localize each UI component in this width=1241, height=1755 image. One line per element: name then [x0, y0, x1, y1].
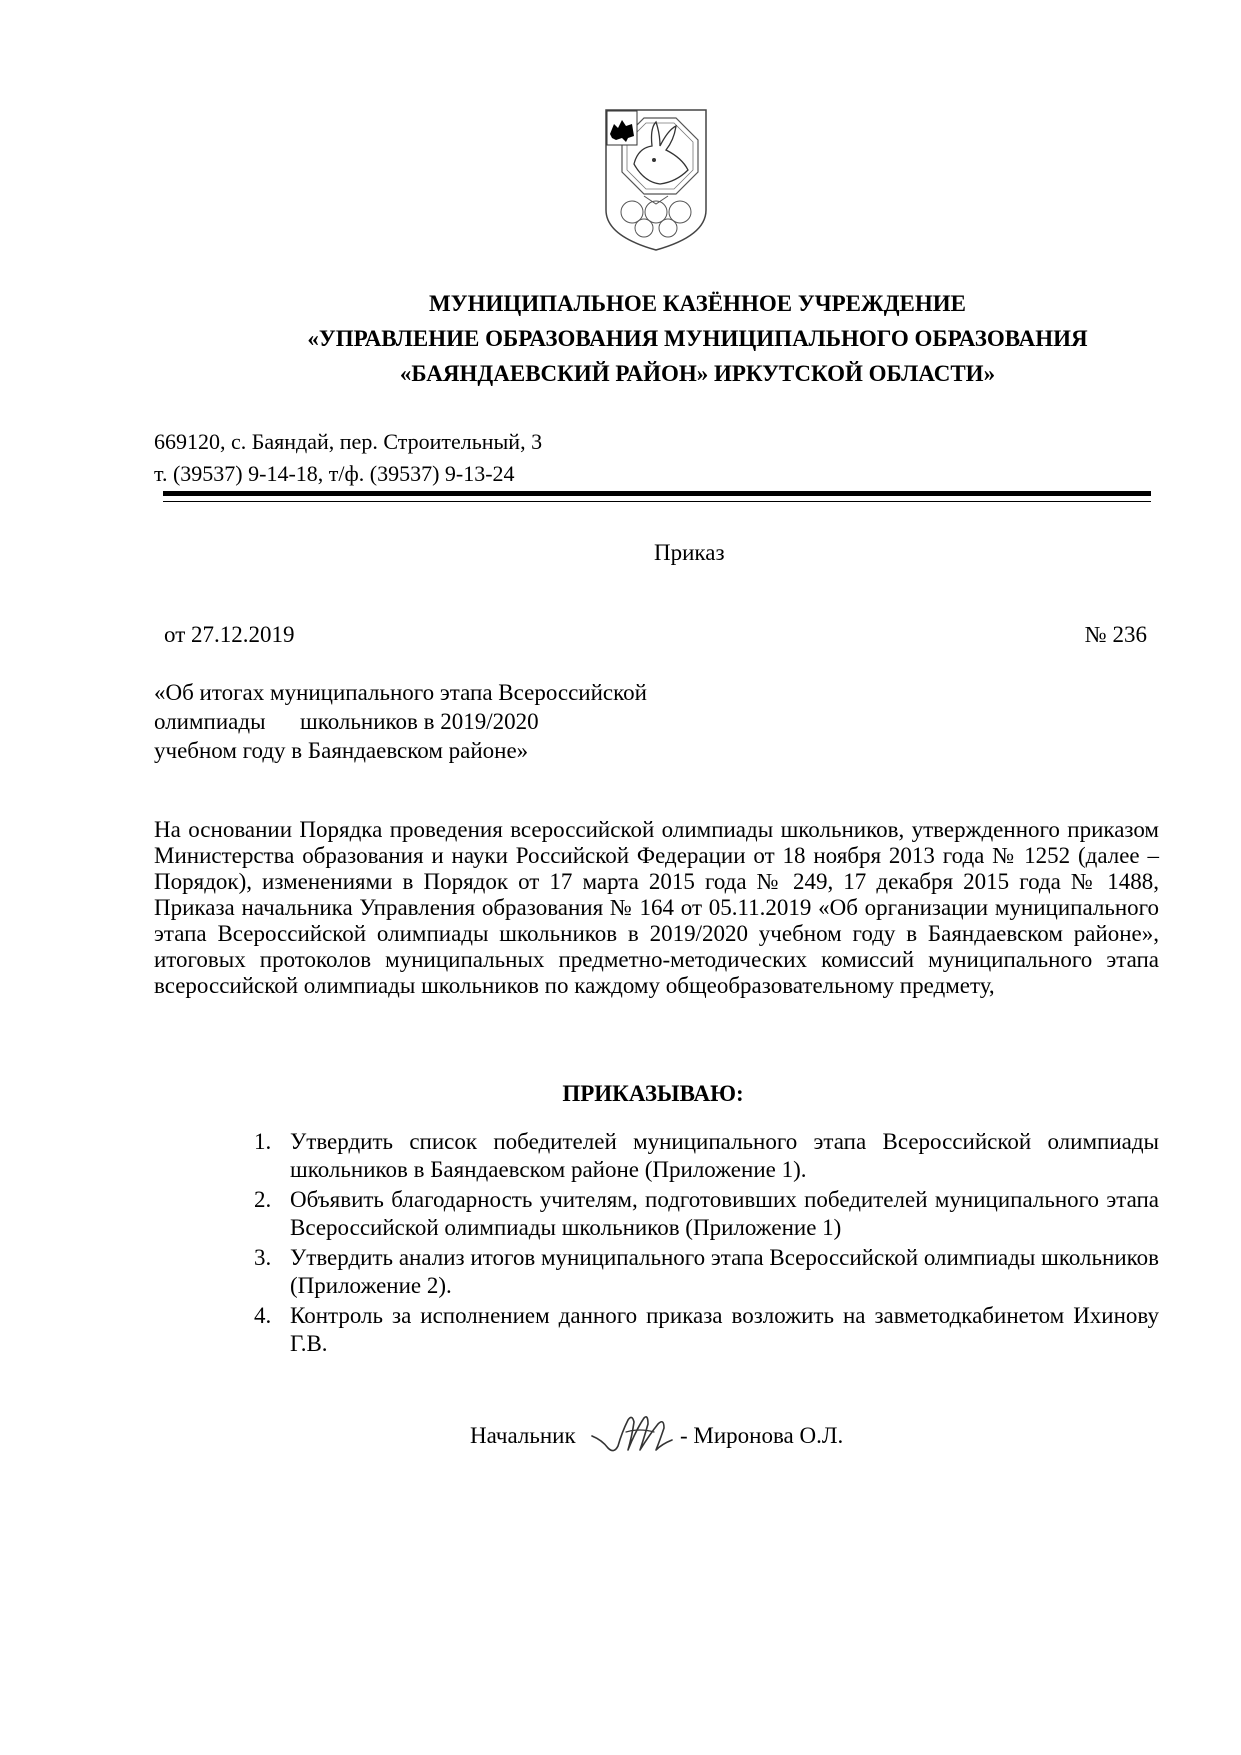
- organization-line: «УПРАВЛЕНИЕ ОБРАЗОВАНИЯ МУНИЦИПАЛЬНОГО ОБРАЗОВАНИЯ: [307, 326, 1088, 351]
- subject-line: «Об итогах муниципального этапа Всероссийской: [154, 680, 647, 705]
- list-item: [254, 1302, 1159, 1358]
- organization-name: [150, 286, 1241, 391]
- signatory-name: - Миронова О.Л.: [680, 1423, 844, 1448]
- list-item: [254, 1128, 1159, 1184]
- postal-address: 669120, с. Баяндай, пер. Строительный, 3: [154, 429, 543, 454]
- item-text: Контроль за исполнением данного приказа возложить на завметодкабинетом Ихинову Г.В.: [290, 1303, 1159, 1356]
- document-date: от 27.12.2019: [164, 622, 295, 647]
- address-block: [154, 426, 542, 490]
- decree-heading: ПРИКАЗЫВАЮ:: [562, 1081, 744, 1106]
- document-subject: [154, 678, 647, 765]
- subject-line: олимпиады школьников в 2019/2020: [154, 709, 539, 734]
- header-divider-thin: [163, 501, 1151, 502]
- item-text: Утвердить список победителей муниципального этапа Всероссийской олимпиады школьников в Баяндаевском районе (Приложение 1).: [290, 1129, 1159, 1182]
- coat-of-arms-icon: [604, 108, 708, 252]
- item-number: 3.: [254, 1245, 272, 1270]
- handwritten-signature: [588, 1410, 680, 1460]
- document-type: Приказ: [654, 540, 725, 565]
- item-text: Утвердить анализ итогов муниципального этапа Всероссийской олимпиады школьников (Приложение 2).: [290, 1245, 1159, 1298]
- item-number: 2.: [254, 1187, 272, 1212]
- signatory-title: Начальник: [470, 1423, 576, 1448]
- list-item: [254, 1244, 1159, 1300]
- item-text: Объявить благодарность учителям, подготовивших победителей муниципального этапа Всероссийской олимпиады школьников (Приложение 1): [290, 1187, 1159, 1240]
- item-number: 1.: [254, 1129, 272, 1154]
- list-item: [254, 1186, 1159, 1242]
- organization-line: МУНИЦИПАЛЬНОЕ КАЗЁННОЕ УЧРЕЖДЕНИЕ: [429, 291, 966, 316]
- phone-numbers: т. (39537) 9-14-18, т/ф. (39537) 9-13-24: [154, 461, 515, 486]
- header-divider-thick: [163, 491, 1151, 496]
- organization-line: «БАЯНДАЕВСКИЙ РАЙОН» ИРКУТСКОЙ ОБЛАСТИ»: [399, 361, 996, 386]
- subject-line: учебном году в Баяндаевском районе»: [154, 738, 529, 763]
- item-number: 4.: [254, 1303, 272, 1328]
- preamble-paragraph: На основании Порядка проведения всероссийской олимпиады школьников, утвержденного приказом Министерства образования и науки Российской Федерации от 18 ноября 2013 года № 1252 (далее – Порядок), изменениями в Порядок от 17 марта 2015 года № 249, 17 декабря 2015 года № 1488, Приказа начальника Управления образования № 164 от 05.11.2019 «Об организации муниципального этапа Всероссийской олимпиады школьников в 2019/2020 учебном году в Баяндаевском районе», итоговых протоколов муниципальных предметно-методических комиссий муниципального этапа всероссийской олимпиады школьников по каждому общеобразовательному предмету,: [154, 817, 1159, 998]
- document-number: № 236: [1084, 622, 1147, 647]
- order-items-list: [254, 1128, 1159, 1360]
